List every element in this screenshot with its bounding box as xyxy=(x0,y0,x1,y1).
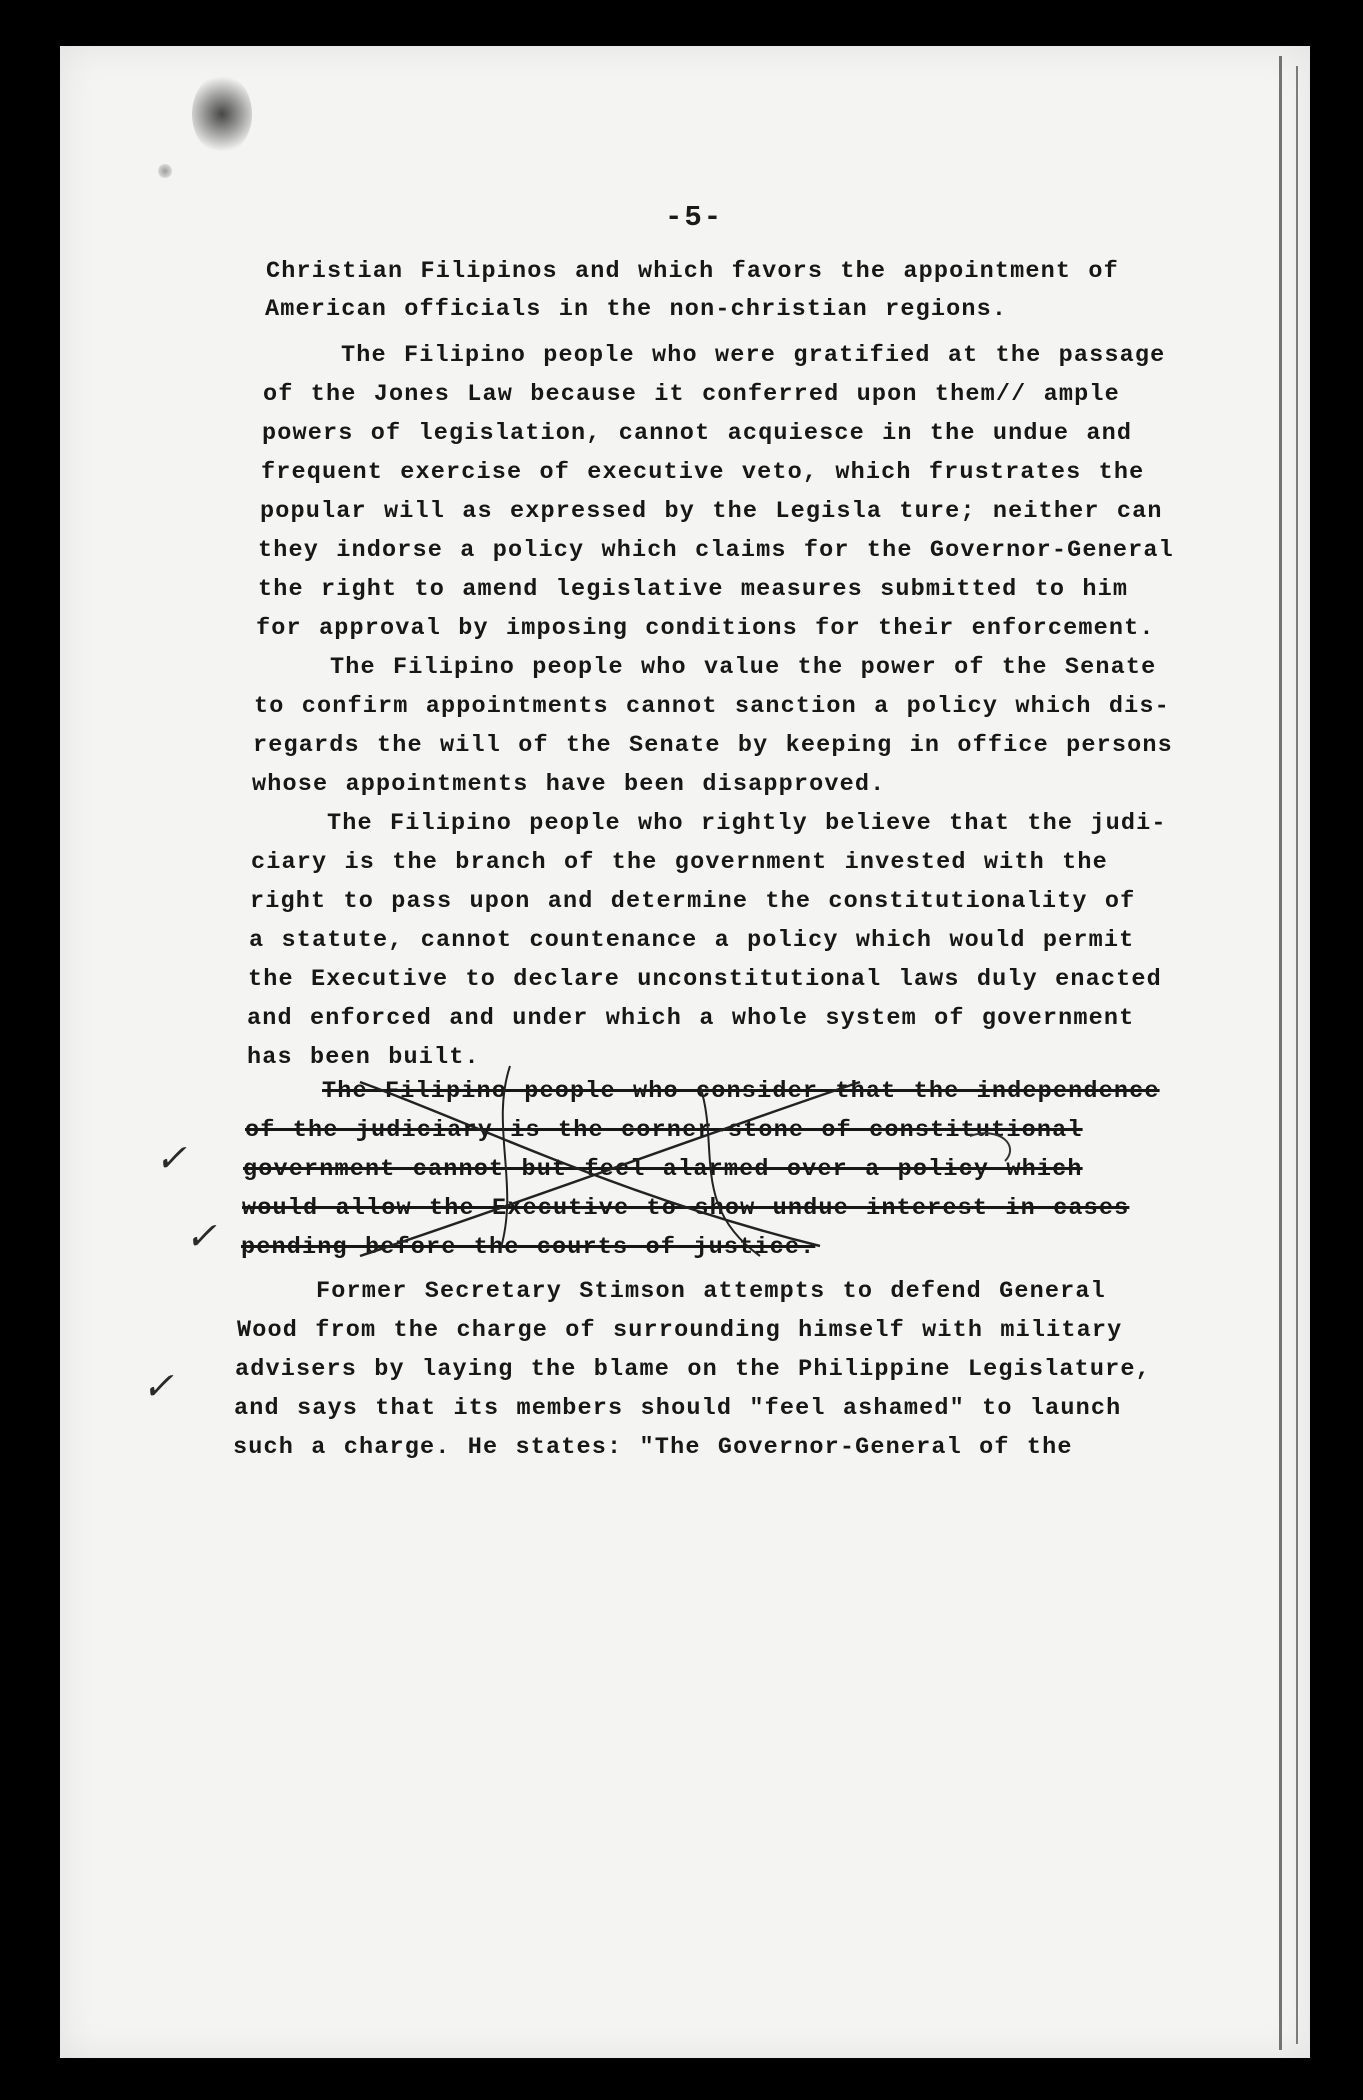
check-mark: ✓ xyxy=(142,1364,174,1408)
body-line: powers of legislation, cannot acquiesce in the undue and xyxy=(262,420,1133,447)
body-line: regards the will of the Senate by keeping in office persons xyxy=(253,732,1173,759)
body-line: Wood from the charge of surrounding himself with military xyxy=(237,1317,1123,1344)
body-line: to confirm appointments cannot sanction a policy which dis- xyxy=(254,693,1170,720)
handwritten-crossout xyxy=(60,46,1310,2058)
body-line: they indorse a policy which claims for the Governor-General xyxy=(258,537,1174,564)
body-line: a statute, cannot countenance a policy which would permit xyxy=(249,927,1135,954)
body-line: popular will as expressed by the Legisla ture; neither can xyxy=(260,498,1163,525)
body-line: The Filipino people who rightly believe that the judi- xyxy=(327,810,1167,837)
body-line: of the Jones Law because it conferred upon them// ample xyxy=(263,381,1120,408)
body-line: and enforced and under which a whole system of government xyxy=(247,1005,1135,1032)
crossout-stroke xyxy=(500,1066,510,1251)
body-line: has been built. xyxy=(247,1044,480,1071)
body-line: ciary is the branch of the government invested with the xyxy=(251,849,1108,876)
struck-line: pending before the courts of justice. xyxy=(241,1234,816,1261)
body-line: The Filipino people who value the power of the Senate xyxy=(330,654,1157,681)
struck-line: The Filipino people who consider that the independence xyxy=(322,1078,1160,1105)
body-line: and says that its members should "feel ashamed" to launch xyxy=(234,1395,1122,1422)
struck-line: of the judiciary is the corner-stone of constitutional xyxy=(245,1117,1083,1144)
body-line: right to pass upon and determine the constitutionality of xyxy=(250,888,1136,915)
body-line: Christian Filipinos and which favors the appointment of xyxy=(266,258,1119,285)
body-line: whose appointments have been disapproved. xyxy=(252,771,886,798)
struck-line: would allow the Executive to show undue interest in cases xyxy=(242,1195,1130,1222)
body-line: the right to amend legislative measures submitted to him xyxy=(258,576,1129,603)
body-line: American officials in the non-christian regions. xyxy=(265,296,1008,323)
body-line: advisers by laying the blame on the Philippine Legislature, xyxy=(235,1356,1151,1383)
body-line: for approval by imposing conditions for their enforcement. xyxy=(256,615,1155,642)
crossout-stroke xyxy=(360,1082,860,1256)
check-mark: ✓ xyxy=(185,1214,217,1258)
check-mark: ✓ xyxy=(155,1136,187,1180)
crossout-stroke xyxy=(700,1086,760,1256)
body-line: such a charge. He states: "The Governor-General of the xyxy=(233,1434,1073,1461)
body-line: the Executive to declare unconstitutional laws duly enacted xyxy=(248,966,1162,993)
struck-line: government cannot but feel alarmed over a policy which xyxy=(243,1156,1083,1183)
page-number: -5- xyxy=(665,201,724,234)
body-line: frequent exercise of executive veto, which frustrates the xyxy=(261,459,1145,486)
crossout-stroke xyxy=(970,1133,1010,1161)
document-page xyxy=(60,46,1310,2058)
body-line: Former Secretary Stimson attempts to defend General xyxy=(316,1278,1106,1305)
crossout-stroke xyxy=(360,1082,820,1246)
body-line: The Filipino people who were gratified at the passage xyxy=(341,342,1166,369)
